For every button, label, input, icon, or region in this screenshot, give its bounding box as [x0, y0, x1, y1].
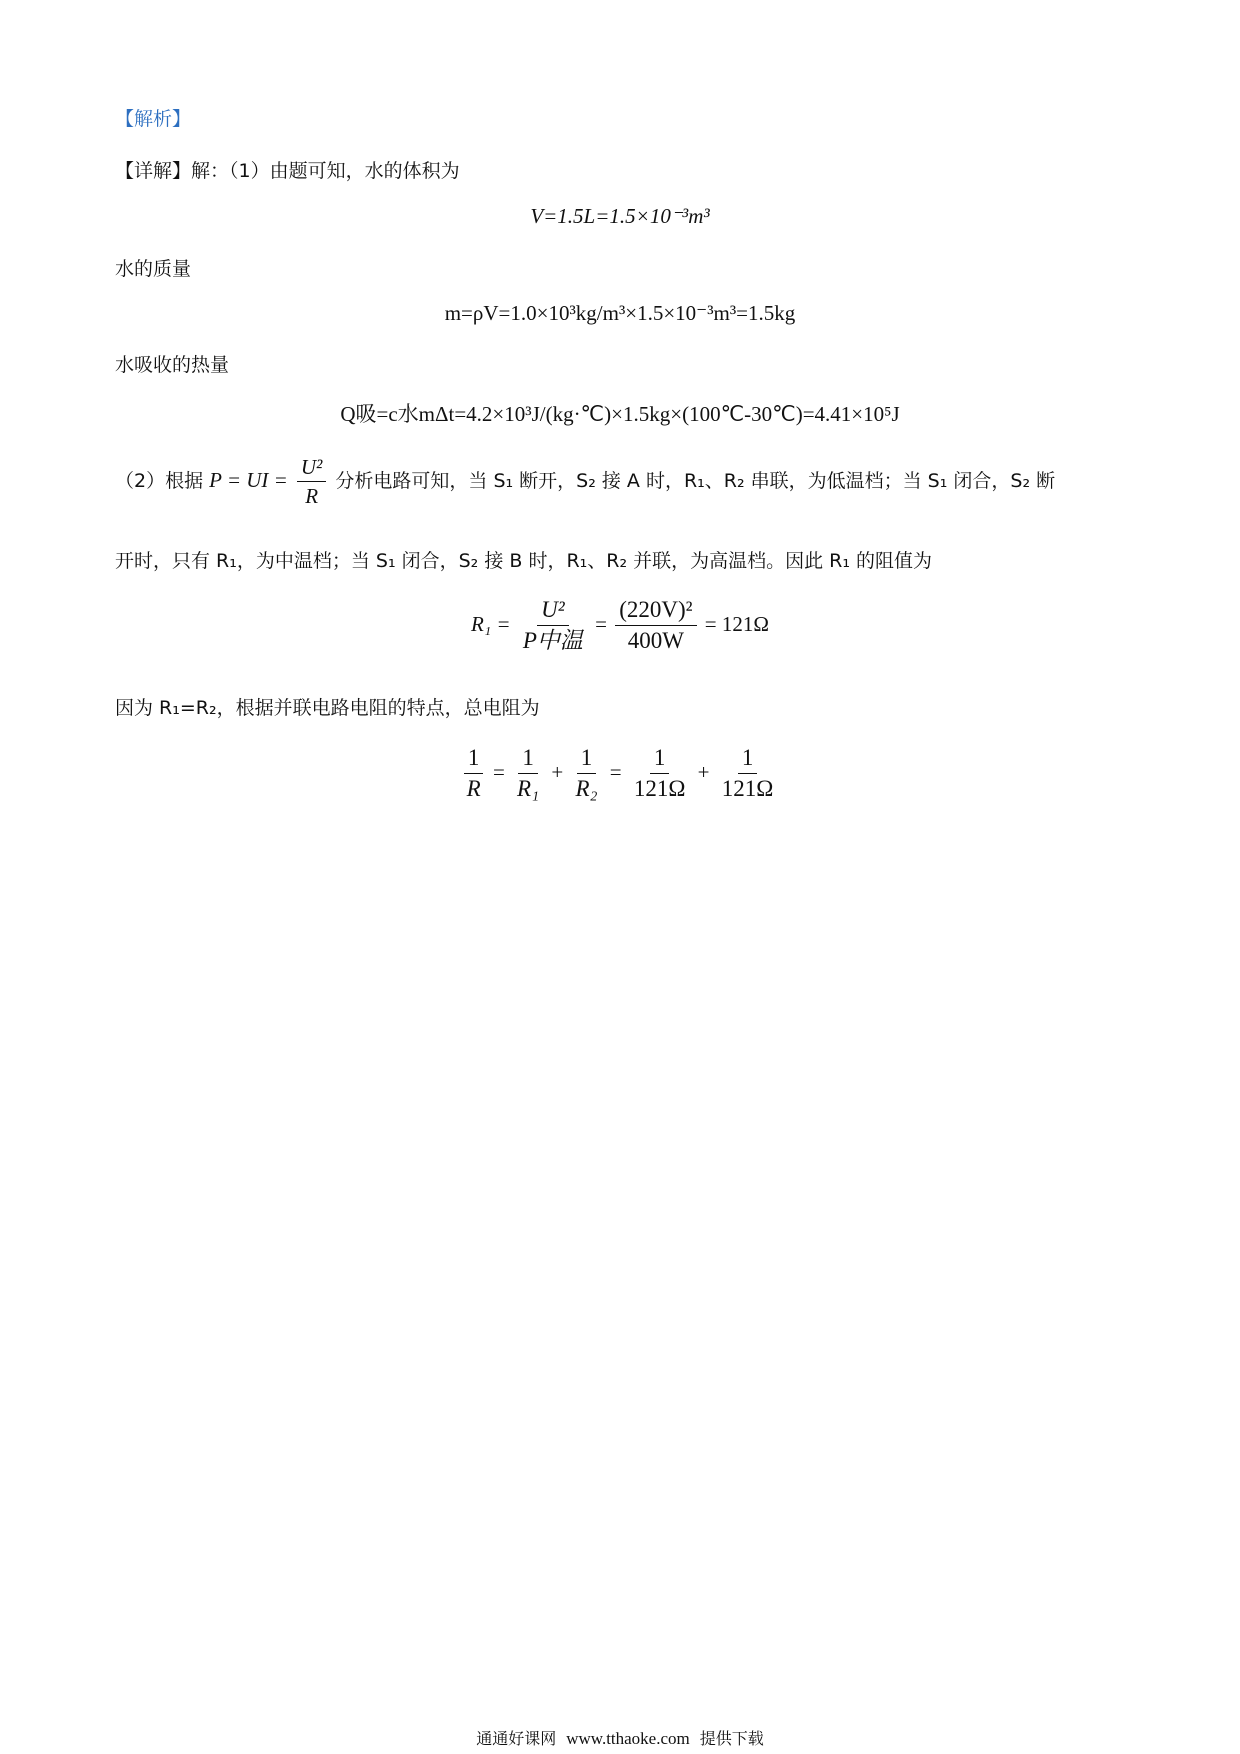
power-formula-numerator: U²: [297, 455, 326, 482]
text-water-mass: 水的质量: [115, 258, 192, 280]
part2-line2: 开时，只有 R₁，为中温档；当 S₁ 闭合，S₂ 接 B 时，R₁、R₂ 并联，为高温档。因此 R₁ 的阻值为: [115, 550, 933, 572]
equation-volume: V=1.5L=1.5×10⁻³m³: [530, 204, 710, 228]
parallel-equals-1: =: [492, 759, 505, 784]
parallel-frac-3: [571, 745, 601, 803]
parallel-frac3-denominator: R₂: [575, 776, 598, 802]
parallel-frac2-denominator: R₁: [517, 776, 540, 802]
parallel-frac1-denominator: R: [466, 776, 481, 802]
power-formula-lhs: P = UI =: [209, 468, 288, 493]
parallel-frac4-denominator: 121Ω: [633, 776, 686, 802]
detail-tag: 【详解】: [115, 160, 192, 182]
parallel-frac2-numerator: 1: [518, 745, 538, 774]
text-heat-absorbed: 水吸收的热量: [115, 354, 230, 376]
equation-mass: m=ρV=1.0×10³kg/m³×1.5×10⁻³m³=1.5kg: [444, 301, 796, 325]
footer-url-link[interactable]: www.tthaoke.com: [566, 1729, 690, 1748]
parallel-frac-4: [630, 745, 690, 803]
parallel-plus-2: +: [697, 759, 710, 784]
detail-intro: [115, 156, 460, 183]
r1-fraction-1: [519, 597, 587, 655]
parallel-frac-2: [513, 745, 543, 803]
page-footer: [0, 1726, 1240, 1749]
footer-site-name: 通通好课网: [476, 1729, 557, 1748]
equation-r1: [0, 597, 1240, 655]
r1-frac2-numerator: (220V)²: [615, 597, 696, 626]
power-formula-denominator: R: [305, 484, 319, 509]
part2-line1: [115, 455, 1055, 508]
r1-frac1-denominator: P中温: [522, 628, 583, 654]
parallel-frac5-numerator: 1: [738, 745, 758, 774]
parallel-frac3-numerator: 1: [577, 745, 597, 774]
equation-heat: Q吸=c水mΔt=4.2×10³J/(kg·℃)×1.5kg×(100℃-30℃)=4.41×10⁵J: [340, 402, 900, 426]
footer-download-text: 提供下载: [699, 1729, 764, 1748]
r1-frac1-numerator: U²: [537, 597, 569, 626]
part2-line1-text: 分析电路可知，当 S₁ 断开，S₂ 接 A 时，R₁、R₂ 串联，为低温档；当 S₁ 闭合，S₂ 断: [335, 470, 1056, 493]
parallel-frac5-denominator: 121Ω: [721, 776, 774, 802]
r1-frac2-denominator: 400W: [627, 628, 684, 654]
parallel-frac4-numerator: 1: [650, 745, 670, 774]
r1-lhs: R₁ =: [471, 611, 511, 636]
section-tag: 【解析】: [115, 108, 192, 130]
parallel-frac-1: [463, 745, 485, 803]
text-parallel-resistance: 因为 R₁=R₂，根据并联电路电阻的特点，总电阻为: [115, 697, 540, 719]
r1-fraction-2: [615, 597, 696, 655]
parallel-equals-2: =: [609, 759, 622, 784]
equation-parallel: [0, 745, 1240, 803]
parallel-plus-1: +: [551, 759, 564, 784]
parallel-frac1-numerator: 1: [464, 745, 484, 774]
r1-result: = 121Ω: [704, 611, 769, 636]
parallel-frac-5: [718, 745, 778, 803]
detail-intro-text: 解：（1）由题可知，水的体积为: [191, 160, 460, 182]
r1-equals: =: [595, 611, 607, 636]
power-formula-fraction: [297, 455, 326, 508]
part2-prefix: （2）根据: [115, 470, 204, 493]
